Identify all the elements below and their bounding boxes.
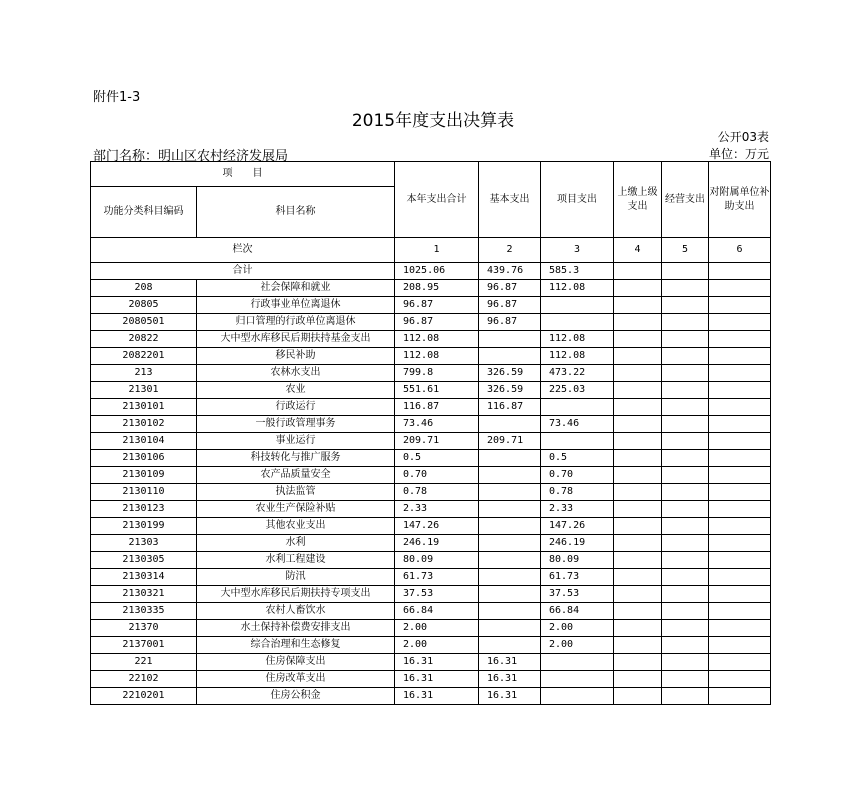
- row-basic: [479, 637, 541, 654]
- table-row: [91, 382, 771, 399]
- row-project: [541, 654, 614, 671]
- expenditure-table: [90, 161, 771, 705]
- empty-cell: [662, 348, 709, 365]
- table-row: [91, 331, 771, 348]
- empty-cell: [614, 297, 662, 314]
- row-total: 61.73: [395, 569, 479, 586]
- row-name: 归口管理的行政单位离退休: [197, 314, 395, 331]
- row-code: 2130110: [91, 484, 197, 501]
- row-name: 其他农业支出: [197, 518, 395, 535]
- empty-cell: [662, 552, 709, 569]
- row-basic: 116.87: [479, 399, 541, 416]
- empty-cell: [709, 518, 771, 535]
- col-number: 5: [662, 238, 709, 263]
- empty-cell: [614, 314, 662, 331]
- row-name: 一般行政管理事务: [197, 416, 395, 433]
- row-index-label: 栏次: [91, 238, 395, 263]
- row-code: 20822: [91, 331, 197, 348]
- row-name: 农林水支出: [197, 365, 395, 382]
- empty-cell: [614, 365, 662, 382]
- table-row: [91, 399, 771, 416]
- table-row: [91, 637, 771, 654]
- table-row: [91, 348, 771, 365]
- row-total: 112.08: [395, 348, 479, 365]
- row-code: 2080501: [91, 314, 197, 331]
- total-basic: 439.76: [479, 263, 541, 280]
- empty-cell: [614, 654, 662, 671]
- unit-label: 单位：万元: [708, 147, 769, 161]
- row-name: 执法监管: [197, 484, 395, 501]
- row-total: 73.46: [395, 416, 479, 433]
- table-row: [91, 569, 771, 586]
- row-total: 112.08: [395, 331, 479, 348]
- empty-cell: [709, 331, 771, 348]
- row-name: 科技转化与推广服务: [197, 450, 395, 467]
- row-project: 147.26: [541, 518, 614, 535]
- empty-cell: [614, 671, 662, 688]
- row-basic: [479, 569, 541, 586]
- empty-cell: [614, 433, 662, 450]
- row-project: [541, 671, 614, 688]
- col-number: 4: [614, 238, 662, 263]
- header-name: 科目名称: [197, 187, 395, 238]
- form-code: 公开03表: [717, 130, 769, 144]
- empty-cell: [614, 263, 662, 280]
- row-basic: [479, 348, 541, 365]
- empty-cell: [709, 433, 771, 450]
- empty-cell: [614, 552, 662, 569]
- row-basic: [479, 603, 541, 620]
- row-code: 2082201: [91, 348, 197, 365]
- row-total: 96.87: [395, 314, 479, 331]
- row-total: 208.95: [395, 280, 479, 297]
- empty-cell: [662, 263, 709, 280]
- header-basic: 基本支出: [479, 162, 541, 238]
- row-name: 水利工程建设: [197, 552, 395, 569]
- header-upper: 上缴上级支出: [614, 162, 662, 238]
- empty-cell: [709, 688, 771, 705]
- row-code: 2130104: [91, 433, 197, 450]
- row-name: 大中型水库移民后期扶持基金支出: [197, 331, 395, 348]
- row-name: 防汛: [197, 569, 395, 586]
- row-basic: [479, 450, 541, 467]
- empty-cell: [662, 586, 709, 603]
- row-project: 2.00: [541, 637, 614, 654]
- empty-cell: [709, 671, 771, 688]
- table-row: [91, 280, 771, 297]
- empty-cell: [709, 552, 771, 569]
- empty-cell: [614, 348, 662, 365]
- row-basic: [479, 518, 541, 535]
- empty-cell: [709, 450, 771, 467]
- empty-cell: [614, 416, 662, 433]
- row-code: 2130101: [91, 399, 197, 416]
- row-basic: 96.87: [479, 297, 541, 314]
- row-total: 37.53: [395, 586, 479, 603]
- row-code: 21303: [91, 535, 197, 552]
- row-total: 0.70: [395, 467, 479, 484]
- row-total: 2.00: [395, 620, 479, 637]
- row-name: 住房改革支出: [197, 671, 395, 688]
- empty-cell: [614, 637, 662, 654]
- total-total: 1025.06: [395, 263, 479, 280]
- row-project: 225.03: [541, 382, 614, 399]
- page-title: 2015年度支出决算表: [351, 111, 515, 131]
- row-project: [541, 688, 614, 705]
- empty-cell: [709, 280, 771, 297]
- row-total: 16.31: [395, 671, 479, 688]
- row-basic: [479, 552, 541, 569]
- empty-cell: [614, 467, 662, 484]
- row-project: 66.84: [541, 603, 614, 620]
- empty-cell: [614, 586, 662, 603]
- col-number: 6: [709, 238, 771, 263]
- row-code: 2130335: [91, 603, 197, 620]
- empty-cell: [662, 637, 709, 654]
- empty-cell: [614, 620, 662, 637]
- row-basic: [479, 586, 541, 603]
- empty-cell: [614, 399, 662, 416]
- empty-cell: [614, 331, 662, 348]
- table-row: [91, 535, 771, 552]
- empty-cell: [709, 586, 771, 603]
- row-basic: [479, 501, 541, 518]
- row-basic: 209.71: [479, 433, 541, 450]
- row-basic: [479, 416, 541, 433]
- table-row: [91, 586, 771, 603]
- row-basic: 16.31: [479, 654, 541, 671]
- row-project: [541, 433, 614, 450]
- row-total: 0.78: [395, 484, 479, 501]
- empty-cell: [662, 382, 709, 399]
- empty-cell: [709, 484, 771, 501]
- row-basic: [479, 467, 541, 484]
- empty-cell: [662, 365, 709, 382]
- row-code: 221: [91, 654, 197, 671]
- header-total: 本年支出合计: [395, 162, 479, 238]
- col-number: 2: [479, 238, 541, 263]
- empty-cell: [709, 620, 771, 637]
- row-code: 2130102: [91, 416, 197, 433]
- empty-cell: [662, 654, 709, 671]
- row-project: 73.46: [541, 416, 614, 433]
- row-code: 21301: [91, 382, 197, 399]
- row-code: 208: [91, 280, 197, 297]
- empty-cell: [662, 399, 709, 416]
- empty-cell: [709, 501, 771, 518]
- empty-cell: [614, 535, 662, 552]
- row-name: 水土保持补偿费安排支出: [197, 620, 395, 637]
- department-name: 部门名称：明山区农村经济发展局: [93, 149, 289, 164]
- row-total: 246.19: [395, 535, 479, 552]
- row-name: 大中型水库移民后期扶持专项支出: [197, 586, 395, 603]
- empty-cell: [662, 484, 709, 501]
- row-basic: [479, 535, 541, 552]
- row-project: [541, 399, 614, 416]
- row-project: 37.53: [541, 586, 614, 603]
- row-total: 209.71: [395, 433, 479, 450]
- row-code: 2130314: [91, 569, 197, 586]
- row-basic: 16.31: [479, 688, 541, 705]
- empty-cell: [709, 467, 771, 484]
- row-code: 2130123: [91, 501, 197, 518]
- table-row: [91, 671, 771, 688]
- row-code: 21370: [91, 620, 197, 637]
- empty-cell: [662, 314, 709, 331]
- row-basic: 96.87: [479, 314, 541, 331]
- attachment-label: 附件1-3: [93, 90, 141, 105]
- table-row: [91, 552, 771, 569]
- row-total: 799.8: [395, 365, 479, 382]
- table-row: [91, 467, 771, 484]
- row-basic: [479, 331, 541, 348]
- row-project: 0.70: [541, 467, 614, 484]
- row-code: 22102: [91, 671, 197, 688]
- empty-cell: [662, 671, 709, 688]
- row-project: 2.00: [541, 620, 614, 637]
- row-basic: [479, 484, 541, 501]
- header-code: 功能分类科目编码: [91, 187, 197, 238]
- row-code: 2130321: [91, 586, 197, 603]
- row-project: 0.5: [541, 450, 614, 467]
- row-project: [541, 314, 614, 331]
- empty-cell: [709, 569, 771, 586]
- row-project: 473.22: [541, 365, 614, 382]
- row-name: 住房保障支出: [197, 654, 395, 671]
- row-name: 事业运行: [197, 433, 395, 450]
- empty-cell: [662, 688, 709, 705]
- table-row: [91, 603, 771, 620]
- row-total: 16.31: [395, 688, 479, 705]
- empty-cell: [662, 620, 709, 637]
- empty-cell: [662, 450, 709, 467]
- empty-cell: [709, 535, 771, 552]
- row-project: 80.09: [541, 552, 614, 569]
- empty-cell: [709, 637, 771, 654]
- empty-cell: [709, 365, 771, 382]
- empty-cell: [709, 399, 771, 416]
- col-number: 1: [395, 238, 479, 263]
- empty-cell: [662, 569, 709, 586]
- empty-cell: [709, 603, 771, 620]
- empty-cell: [709, 416, 771, 433]
- row-name: 移民补助: [197, 348, 395, 365]
- row-total: 147.26: [395, 518, 479, 535]
- header-subsidy: 对附属单位补助支出: [709, 162, 771, 238]
- empty-cell: [662, 433, 709, 450]
- row-code: 2137001: [91, 637, 197, 654]
- table-row: [91, 297, 771, 314]
- row-project: 61.73: [541, 569, 614, 586]
- row-project: 246.19: [541, 535, 614, 552]
- table-row: [91, 314, 771, 331]
- empty-cell: [614, 603, 662, 620]
- empty-cell: [709, 382, 771, 399]
- table-row: [91, 620, 771, 637]
- empty-cell: [662, 280, 709, 297]
- row-code: 2130199: [91, 518, 197, 535]
- row-name: 农产品质量安全: [197, 467, 395, 484]
- row-code: 2210201: [91, 688, 197, 705]
- row-code: 213: [91, 365, 197, 382]
- row-project: 112.08: [541, 348, 614, 365]
- row-total: 0.5: [395, 450, 479, 467]
- row-code: 2130109: [91, 467, 197, 484]
- empty-cell: [709, 297, 771, 314]
- row-name: 社会保障和就业: [197, 280, 395, 297]
- table-row: [91, 433, 771, 450]
- table-row: [91, 688, 771, 705]
- row-project: 2.33: [541, 501, 614, 518]
- row-total: 66.84: [395, 603, 479, 620]
- empty-cell: [662, 535, 709, 552]
- empty-cell: [614, 569, 662, 586]
- row-basic: 326.59: [479, 382, 541, 399]
- empty-cell: [709, 314, 771, 331]
- row-project: 112.08: [541, 331, 614, 348]
- table-row: [91, 450, 771, 467]
- row-total: 96.87: [395, 297, 479, 314]
- row-name: 行政事业单位离退休: [197, 297, 395, 314]
- table-row: [91, 654, 771, 671]
- empty-cell: [662, 501, 709, 518]
- row-basic: 96.87: [479, 280, 541, 297]
- row-total: 2.33: [395, 501, 479, 518]
- empty-cell: [709, 263, 771, 280]
- empty-cell: [662, 603, 709, 620]
- row-project: 112.08: [541, 280, 614, 297]
- empty-cell: [614, 484, 662, 501]
- row-code: 2130106: [91, 450, 197, 467]
- empty-cell: [662, 331, 709, 348]
- row-name: 农村人畜饮水: [197, 603, 395, 620]
- empty-cell: [662, 467, 709, 484]
- header-item: 项 目: [91, 162, 395, 187]
- empty-cell: [709, 654, 771, 671]
- header-project: 项目支出: [541, 162, 614, 238]
- empty-cell: [614, 501, 662, 518]
- col-number: 3: [541, 238, 614, 263]
- row-total: 551.61: [395, 382, 479, 399]
- row-code: 2130305: [91, 552, 197, 569]
- row-code: 20805: [91, 297, 197, 314]
- row-basic: 326.59: [479, 365, 541, 382]
- total-label: 合计: [91, 263, 395, 280]
- row-basic: 16.31: [479, 671, 541, 688]
- empty-cell: [709, 348, 771, 365]
- row-total: 116.87: [395, 399, 479, 416]
- empty-cell: [662, 297, 709, 314]
- row-basic: [479, 620, 541, 637]
- row-total: 2.00: [395, 637, 479, 654]
- total-row: [91, 263, 771, 280]
- row-project: 0.78: [541, 484, 614, 501]
- total-project: 585.3: [541, 263, 614, 280]
- empty-cell: [614, 688, 662, 705]
- table-row: [91, 484, 771, 501]
- row-name: 农业: [197, 382, 395, 399]
- table-row: [91, 501, 771, 518]
- row-total: 16.31: [395, 654, 479, 671]
- row-total: 80.09: [395, 552, 479, 569]
- table-row: [91, 365, 771, 382]
- empty-cell: [662, 416, 709, 433]
- row-name: 水利: [197, 535, 395, 552]
- header-business: 经营支出: [662, 162, 709, 238]
- row-name: 住房公积金: [197, 688, 395, 705]
- empty-cell: [614, 450, 662, 467]
- empty-cell: [614, 382, 662, 399]
- table-row: [91, 518, 771, 535]
- empty-cell: [614, 518, 662, 535]
- empty-cell: [614, 280, 662, 297]
- empty-cell: [662, 518, 709, 535]
- row-name: 行政运行: [197, 399, 395, 416]
- row-project: [541, 297, 614, 314]
- table-row: [91, 416, 771, 433]
- row-name: 综合治理和生态修复: [197, 637, 395, 654]
- row-name: 农业生产保险补贴: [197, 501, 395, 518]
